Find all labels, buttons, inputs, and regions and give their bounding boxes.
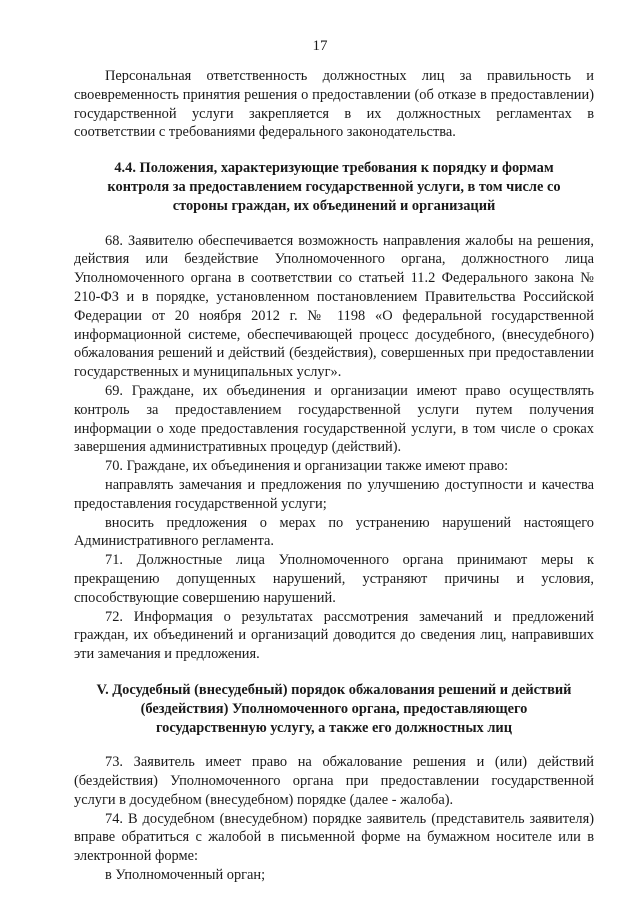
paragraph-73: 73. Заявитель имеет право на обжалование решения и (или) действий (бездействия) Уполномоченного органа при предоставлении государственной услуги в досудебном (внесудебном) порядке (далее - жалоба).	[74, 754, 594, 808]
paragraph-74-item-1: в Уполномоченный орган;	[105, 867, 266, 884]
section-5-heading: V. Досудебный (внесудебный) порядок обжалования решений и действий (бездействия) Уполномоченного органа, предоставляющего государственную услугу, а также его должностных лиц	[96, 681, 572, 736]
paragraph-70-item-1: направлять замечания и предложения по улучшению доступности и качества предоставления государственной услуги;	[74, 476, 594, 512]
paragraph-68: 68. Заявителю обеспечивается возможность направления жалобы на решения, действия или бездействие Уполномоченного органа, должностного лица Уполномоченного органа в соответствии со статьей 11.2 Федерального закона № 210-ФЗ и в порядке, установленном постановлением Правительства Российской Федерации от 20 ноября 2012 г. № 1198 «О федеральной государственной информационной системе, обеспечивающей процесс досудебного, (внесудебного) обжалования решений и действий (бездействия), совершенных при предоставлении государственных и муниципальных услуг».	[74, 232, 594, 381]
paragraph-personal-responsibility: Персональная ответственность должностных лиц за правильность и своевременность принятия решения о предоставлении (об отказе в предоставлении) государственной услуги закрепляется в их должностных регламентах в соответствии с требованиями федерального законодательства.	[74, 68, 594, 141]
paragraph-72: 72. Информация о результатах рассмотрения замечаний и предложений граждан, их объединений и организаций доводится до сведения лиц, направивших эти замечания и предложения.	[74, 608, 594, 663]
paragraph-69: 69. Граждане, их объединения и организации имеют право осуществлять контроль за предоставлением государственной услуги путем получения информации о ходе предоставления государственной услуги, в том числе о сроках завершения административных процедур (действий).	[74, 382, 594, 456]
page-number: 17	[312, 38, 328, 54]
document-body	[74, 67, 594, 885]
paragraph-71: 71. Должностные лица Уполномоченного органа принимают меры к прекращению допущенных нарушений, устраняют причины и условия, способствующие совершению нарушений.	[74, 552, 594, 606]
paragraph-74: 74. В досудебном (внесудебном) порядке заявитель (представитель заявителя) вправе обратиться с жалобой в письменной форме на бумажном носителе или в электронной форме:	[74, 810, 594, 865]
section-4-4-heading: 4.4. Положения, характеризующие требования к порядку и формам контроля за предоставлением государственной услуги, в том числе со стороны граждан, их объединений и организаций	[107, 160, 561, 214]
paragraph-70: 70. Граждане, их объединения и организации также имеют право:	[105, 458, 509, 475]
paragraph-70-item-2: вносить предложения о мерах по устранению нарушений настоящего Административного регламента.	[74, 514, 594, 550]
